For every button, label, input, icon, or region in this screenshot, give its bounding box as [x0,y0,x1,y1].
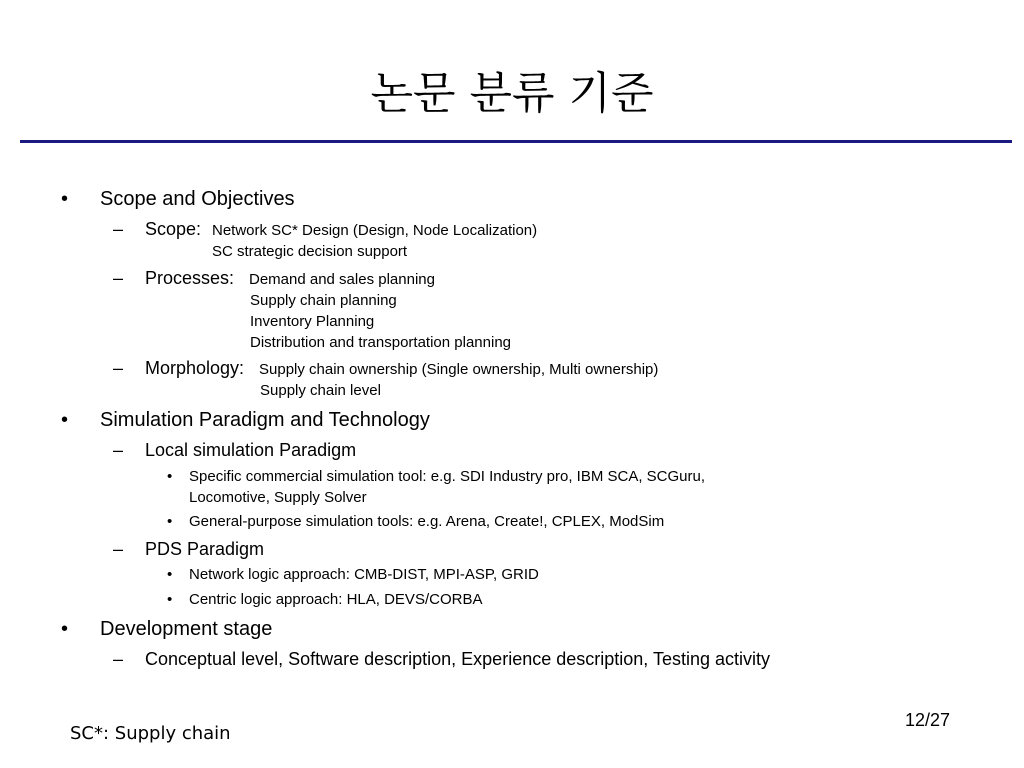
sub-bullet-text: General-purpose simulation tools: e.g. Arena, Create!, CPLEX, ModSim [189,513,665,530]
item-label: Local simulation Paradigm [145,440,357,460]
dash-marker: – [113,539,124,559]
item-label: Morphology: [145,358,245,378]
item-label: Processes: [145,268,235,288]
slide-title: 논문 분류 기준 [370,68,654,119]
footnote: SC*: Supply chain [70,723,231,744]
section-label: Simulation Paradigm and Technology [100,409,430,431]
sub-bullet-text: Specific commercial simulation tool: e.g. SDI Industry pro, IBM SCA, SCGuru, [189,468,706,485]
dash-marker: – [113,440,124,460]
morphology-line: Supply chain ownership (Single ownership, Multi ownership) [259,361,659,378]
item-label: Conceptual level, Software description, Experience description, Testing activity [145,649,770,669]
bullet-marker: • [61,409,69,431]
dash-marker: – [113,268,124,288]
dash-marker: – [113,649,124,669]
dash-marker: – [113,219,124,239]
processes-line: Distribution and transportation planning [250,334,511,351]
processes-line: Demand and sales planning [249,271,435,288]
processes-line: Supply chain planning [250,292,397,309]
scope-line: SC strategic decision support [212,243,408,260]
sub-bullet-text: Centric logic approach: HLA, DEVS/CORBA [189,591,483,608]
section-label: Scope and Objectives [100,188,295,210]
bullet-marker: • [167,513,173,530]
section-label: Development stage [100,618,273,640]
page-number: 12/27 [905,710,951,730]
morphology-line: Supply chain level [260,382,381,399]
title-divider [20,140,1012,143]
bullet-marker: • [61,188,69,210]
sub-bullet-text: Locomotive, Supply Solver [189,489,367,506]
dash-marker: – [113,358,124,378]
item-label: Scope: [145,219,202,239]
bullet-marker: • [61,618,69,640]
item-label: PDS Paradigm [145,539,265,559]
bullet-marker: • [167,591,173,608]
bullet-marker: • [167,566,173,583]
bullet-marker: • [167,468,173,485]
sub-bullet-text: Network logic approach: CMB-DIST, MPI-ASP, GRID [189,566,539,583]
scope-line: Network SC* Design (Design, Node Localization) [212,222,538,239]
processes-line: Inventory Planning [250,313,375,330]
